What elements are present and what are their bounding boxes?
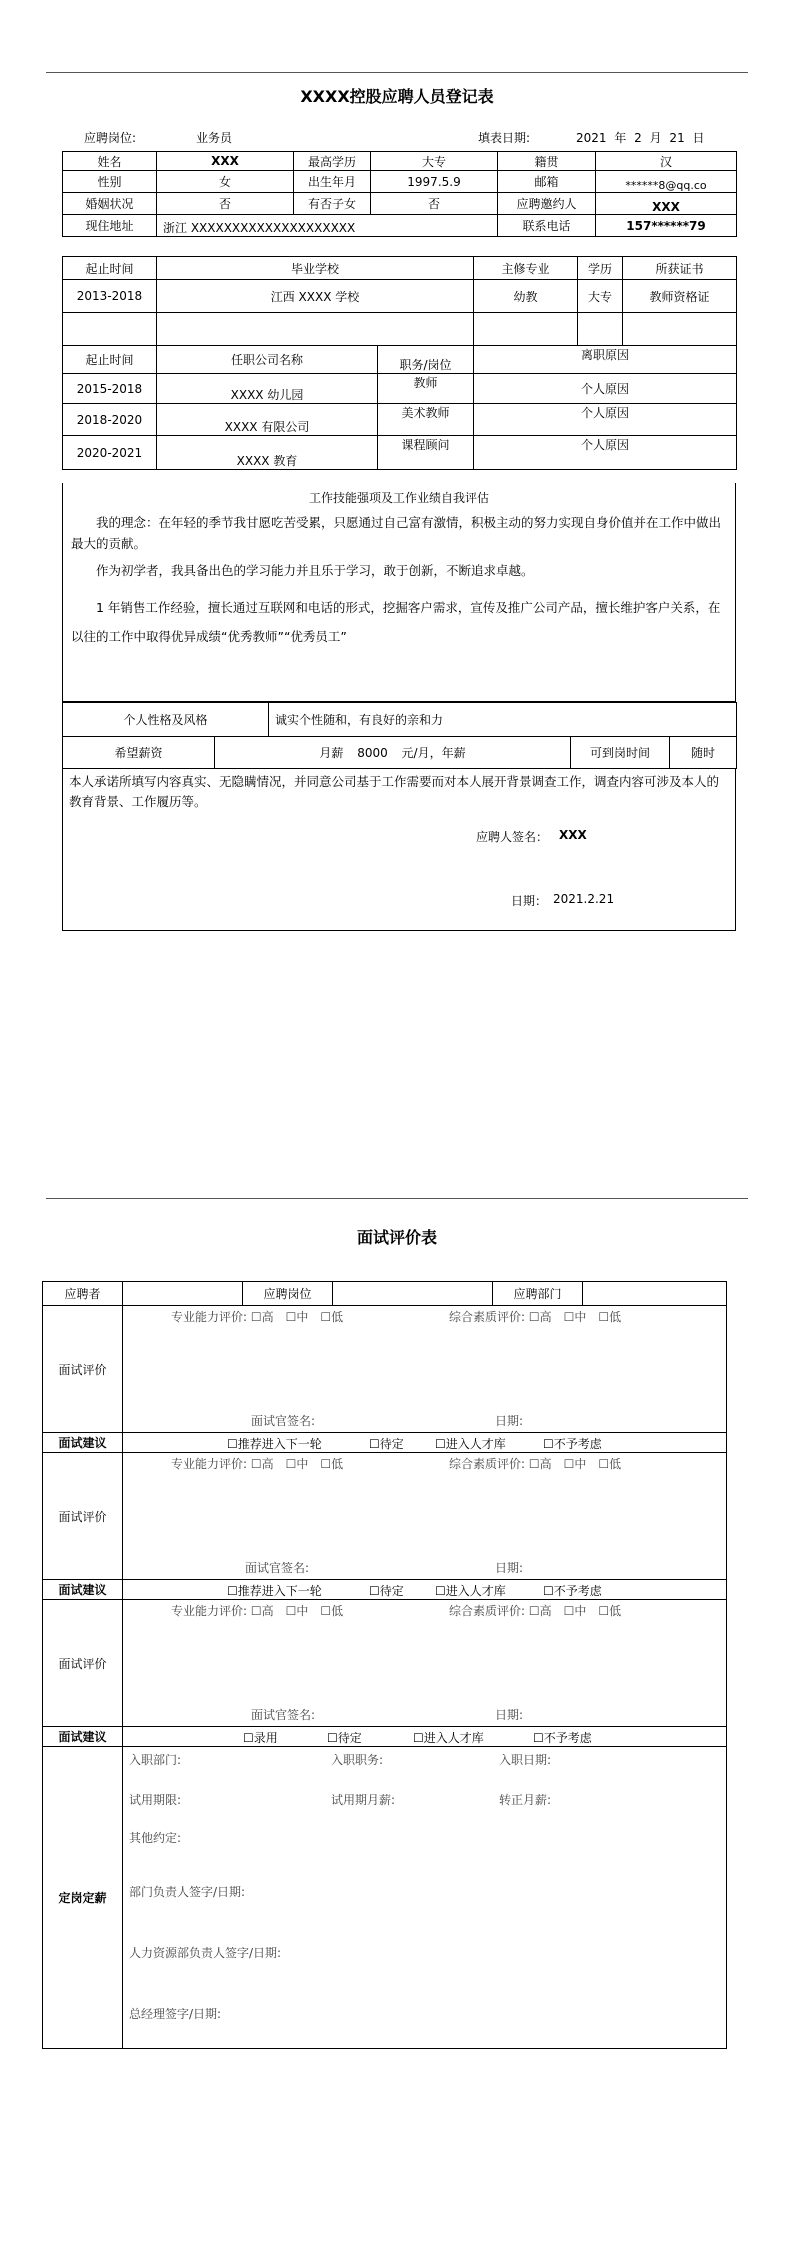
placement-cell xyxy=(123,1747,727,2049)
edu-period: 2013-2018 xyxy=(63,280,157,313)
inviter-label: 应聘邀约人 xyxy=(498,193,596,215)
fill-date-value: 2021 年 2 月 21 日 xyxy=(576,131,705,145)
suggest-talent-pool[interactable]: ☐进入人才库 xyxy=(435,1437,506,1451)
interview-position-label: 应聘岗位 xyxy=(243,1282,333,1306)
edu-degree: 大专 xyxy=(578,280,623,313)
sign-date-value: 2021.2.21 xyxy=(553,892,615,906)
fill-date-label: 填表日期: xyxy=(478,131,531,145)
final-suggest-cell xyxy=(123,1727,727,1747)
available-label: 可到岗时间 xyxy=(571,737,670,769)
work-company: XXXX 有限公司 xyxy=(157,404,378,436)
origin-value: 汉 xyxy=(596,152,737,171)
birth-value: 1997.5.9 xyxy=(371,171,498,193)
edu-major xyxy=(474,313,578,346)
personal-info-table xyxy=(62,151,737,237)
suggest-reject[interactable]: ☐不予考虑 xyxy=(533,1731,592,1745)
work-reason: 个人原因 xyxy=(474,404,737,436)
personality-salary-table xyxy=(62,702,737,769)
available-value: 随时 xyxy=(670,737,737,769)
marriage-label: 婚姻状况 xyxy=(63,193,157,215)
position-label: 应聘岗位: xyxy=(84,131,137,145)
suggest-talent-pool[interactable]: ☐进入人才库 xyxy=(413,1731,484,1745)
edu-header-degree: 学历 xyxy=(578,257,623,280)
suggest-reject[interactable]: ☐不予考虑 xyxy=(543,1437,602,1451)
edu-header-school: 毕业学校 xyxy=(157,257,474,280)
edu-school: 江西 XXXX 学校 xyxy=(157,280,474,313)
edu-certificate xyxy=(623,313,737,346)
overall-quality-rating[interactable]: 综合素质评价: ☐高 ☐中 ☐低 xyxy=(449,1457,622,1471)
interview-date-label: 日期: xyxy=(495,1708,524,1722)
suggest-next-round[interactable]: ☐推荐进入下一轮 xyxy=(227,1584,322,1598)
birth-label: 出生年月 xyxy=(294,171,371,193)
address-label: 现住地址 xyxy=(63,215,157,237)
name-value: XXX xyxy=(157,152,294,171)
applicant-value xyxy=(123,1282,243,1306)
self-evaluation-box xyxy=(62,483,736,702)
work-reason: 个人原因 xyxy=(474,436,737,470)
marriage-value: 否 xyxy=(157,193,294,215)
declaration-text: 本人承诺所填写内容真实、无隐瞒情况，并同意公司基于工作需要而对本人展开背景调查工作，调查内容可涉及本人的教育背景、工作履历等。 xyxy=(69,774,720,809)
education-level-label: 最高学历 xyxy=(294,152,371,171)
table-row xyxy=(63,404,737,436)
work-header-company: 任职公司名称 xyxy=(157,346,378,374)
declaration-box xyxy=(62,768,736,931)
inviter-value: XXX xyxy=(596,193,737,215)
edu-header-period: 起止时间 xyxy=(63,257,157,280)
hr-head-sign-label: 人力资源部负责人签字/日期: xyxy=(129,1946,282,1960)
edu-header-certificate: 所获证书 xyxy=(623,257,737,280)
work-position: 课程顾问 xyxy=(378,436,474,470)
interview-eval-cell xyxy=(123,1600,727,1727)
interview-date-label: 日期: xyxy=(495,1414,524,1428)
edu-period xyxy=(63,313,157,346)
table-row xyxy=(63,374,737,404)
placement-label: 定岗定薪 xyxy=(43,1747,123,2049)
suggest-pending[interactable]: ☐待定 xyxy=(369,1584,404,1598)
interview-position-value xyxy=(333,1282,493,1306)
suggest-talent-pool[interactable]: ☐进入人才库 xyxy=(435,1584,506,1598)
name-label: 姓名 xyxy=(63,152,157,171)
table-row xyxy=(63,436,737,470)
edu-school xyxy=(157,313,474,346)
interview-suggest-label: 面试建议 xyxy=(43,1580,123,1600)
pro-ability-rating[interactable]: 专业能力评价: ☐高 ☐中 ☐低 xyxy=(171,1604,344,1618)
work-header-position: 职务/岗位 xyxy=(378,346,474,374)
overall-quality-rating[interactable]: 综合素质评价: ☐高 ☐中 ☐低 xyxy=(449,1604,622,1618)
other-terms-label: 其他约定: xyxy=(129,1831,182,1845)
interview-eval-label: 面试评价 xyxy=(43,1600,123,1727)
email-value: ******8@qq.co xyxy=(596,171,737,193)
suggest-pending[interactable]: ☐待定 xyxy=(327,1731,362,1745)
table-row xyxy=(63,280,737,313)
suggest-next-round[interactable]: ☐推荐进入下一轮 xyxy=(227,1437,322,1451)
work-position: 美术教师 xyxy=(378,404,474,436)
gm-sign-label: 总经理签字/日期: xyxy=(129,2007,222,2021)
self-eval-heading: 工作技能强项及工作业绩自我评估 xyxy=(308,491,489,505)
overall-quality-rating[interactable]: 综合素质评价: ☐高 ☐中 ☐低 xyxy=(449,1310,622,1324)
signature-label: 应聘人签名： xyxy=(476,830,549,844)
work-reason: 个人原因 xyxy=(474,374,737,404)
education-level-value: 大专 xyxy=(371,152,498,171)
form2-title: 面试评价表 xyxy=(356,1228,437,1247)
position-value: 业务员 xyxy=(196,131,233,145)
suggest-reject[interactable]: ☐不予考虑 xyxy=(543,1584,602,1598)
work-period: 2015-2018 xyxy=(63,374,157,404)
suggest-pending[interactable]: ☐待定 xyxy=(369,1437,404,1451)
work-position: 教师 xyxy=(378,374,474,404)
salary-label: 希望薪资 xyxy=(63,737,215,769)
self-eval-paragraph-3: 1 年销售工作经验，擅长通过互联网和电话的形式，挖掘客户需求，宣传及推广公司产品，擅长维护客户关系，在以往的工作中取得优异成绩“优秀教师”“优秀员工” xyxy=(71,600,721,644)
email-label: 邮箱 xyxy=(498,171,596,193)
work-company: XXXX 幼儿园 xyxy=(157,374,378,404)
applicant-label: 应聘者 xyxy=(43,1282,123,1306)
dept-head-sign-label: 部门负责人签字/日期: xyxy=(129,1885,246,1899)
top-rule xyxy=(46,72,748,73)
work-header-reason: 离职原因 xyxy=(474,346,737,374)
edu-major: 幼教 xyxy=(474,280,578,313)
entry-dept-label: 入职部门: xyxy=(129,1753,182,1767)
table-row xyxy=(63,313,737,346)
address-value: 浙江 XXXXXXXXXXXXXXXXXXXX xyxy=(157,215,498,237)
signature-value: XXX xyxy=(559,828,587,842)
work-header-period: 起止时间 xyxy=(63,346,157,374)
department-value xyxy=(583,1282,727,1306)
origin-label: 籍贯 xyxy=(498,152,596,171)
gender-label: 性别 xyxy=(63,171,157,193)
interview-suggest-cell xyxy=(123,1580,727,1600)
section-rule xyxy=(46,1198,748,1199)
sign-date-label: 日期： xyxy=(511,894,548,908)
phone-label: 联系电话 xyxy=(498,215,596,237)
interview-eval-label: 面试评价 xyxy=(43,1306,123,1433)
interviewer-sign-label: 面试官签名: xyxy=(251,1414,316,1428)
interview-suggest-label: 面试建议 xyxy=(43,1727,123,1747)
work-company: XXXX 教育 xyxy=(157,436,378,470)
interview-suggest-cell xyxy=(123,1433,727,1453)
interview-eval-label: 面试评价 xyxy=(43,1453,123,1580)
interviewer-sign-label: 面试官签名: xyxy=(251,1708,316,1722)
pro-ability-rating[interactable]: 专业能力评价: ☐高 ☐中 ☐低 xyxy=(171,1310,344,1324)
children-label: 有否子女 xyxy=(294,193,371,215)
form1-title: XXXX控股应聘人员登记表 xyxy=(300,87,494,106)
suggest-hire[interactable]: ☐录用 xyxy=(243,1731,278,1745)
self-eval-paragraph-1: 我的理念：在年轻的季节我甘愿吃苦受累，只愿通过自己富有激情，积极主动的努力实现自身价值并在工作中做出最大的贡献。 xyxy=(71,515,722,551)
phone-value: 157******79 xyxy=(596,215,737,237)
personality-value: 诚实个性随和，有良好的亲和力 xyxy=(269,703,737,737)
probation-period-label: 试用期限: xyxy=(129,1793,182,1807)
education-table xyxy=(62,256,737,346)
interview-eval-cell xyxy=(123,1306,727,1433)
probation-salary-label: 试用期月薪: xyxy=(331,1793,396,1807)
work-table xyxy=(62,345,737,470)
interview-suggest-label: 面试建议 xyxy=(43,1433,123,1453)
salary-value: 月薪 8000 元/月，年薪 xyxy=(215,737,571,769)
gender-value: 女 xyxy=(157,171,294,193)
self-eval-paragraph-2: 作为初学者，我具备出色的学习能力并且乐于学习，敢于创新，不断追求卓越。 xyxy=(96,563,534,578)
interview-date-label: 日期: xyxy=(495,1561,524,1575)
edu-degree xyxy=(578,313,623,346)
entry-job-label: 入职职务: xyxy=(331,1753,384,1767)
department-label: 应聘部门 xyxy=(493,1282,583,1306)
interview-table xyxy=(42,1281,727,2049)
personality-label: 个人性格及风格 xyxy=(63,703,269,737)
interviewer-sign-label: 面试官签名: xyxy=(245,1561,310,1575)
regular-salary-label: 转正月薪: xyxy=(499,1793,552,1807)
interview-eval-cell xyxy=(123,1453,727,1580)
work-period: 2020-2021 xyxy=(63,436,157,470)
entry-date-label: 入职日期: xyxy=(499,1753,552,1767)
edu-certificate: 教师资格证 xyxy=(623,280,737,313)
work-period: 2018-2020 xyxy=(63,404,157,436)
pro-ability-rating[interactable]: 专业能力评价: ☐高 ☐中 ☐低 xyxy=(171,1457,344,1471)
children-value: 否 xyxy=(371,193,498,215)
edu-header-major: 主修专业 xyxy=(474,257,578,280)
